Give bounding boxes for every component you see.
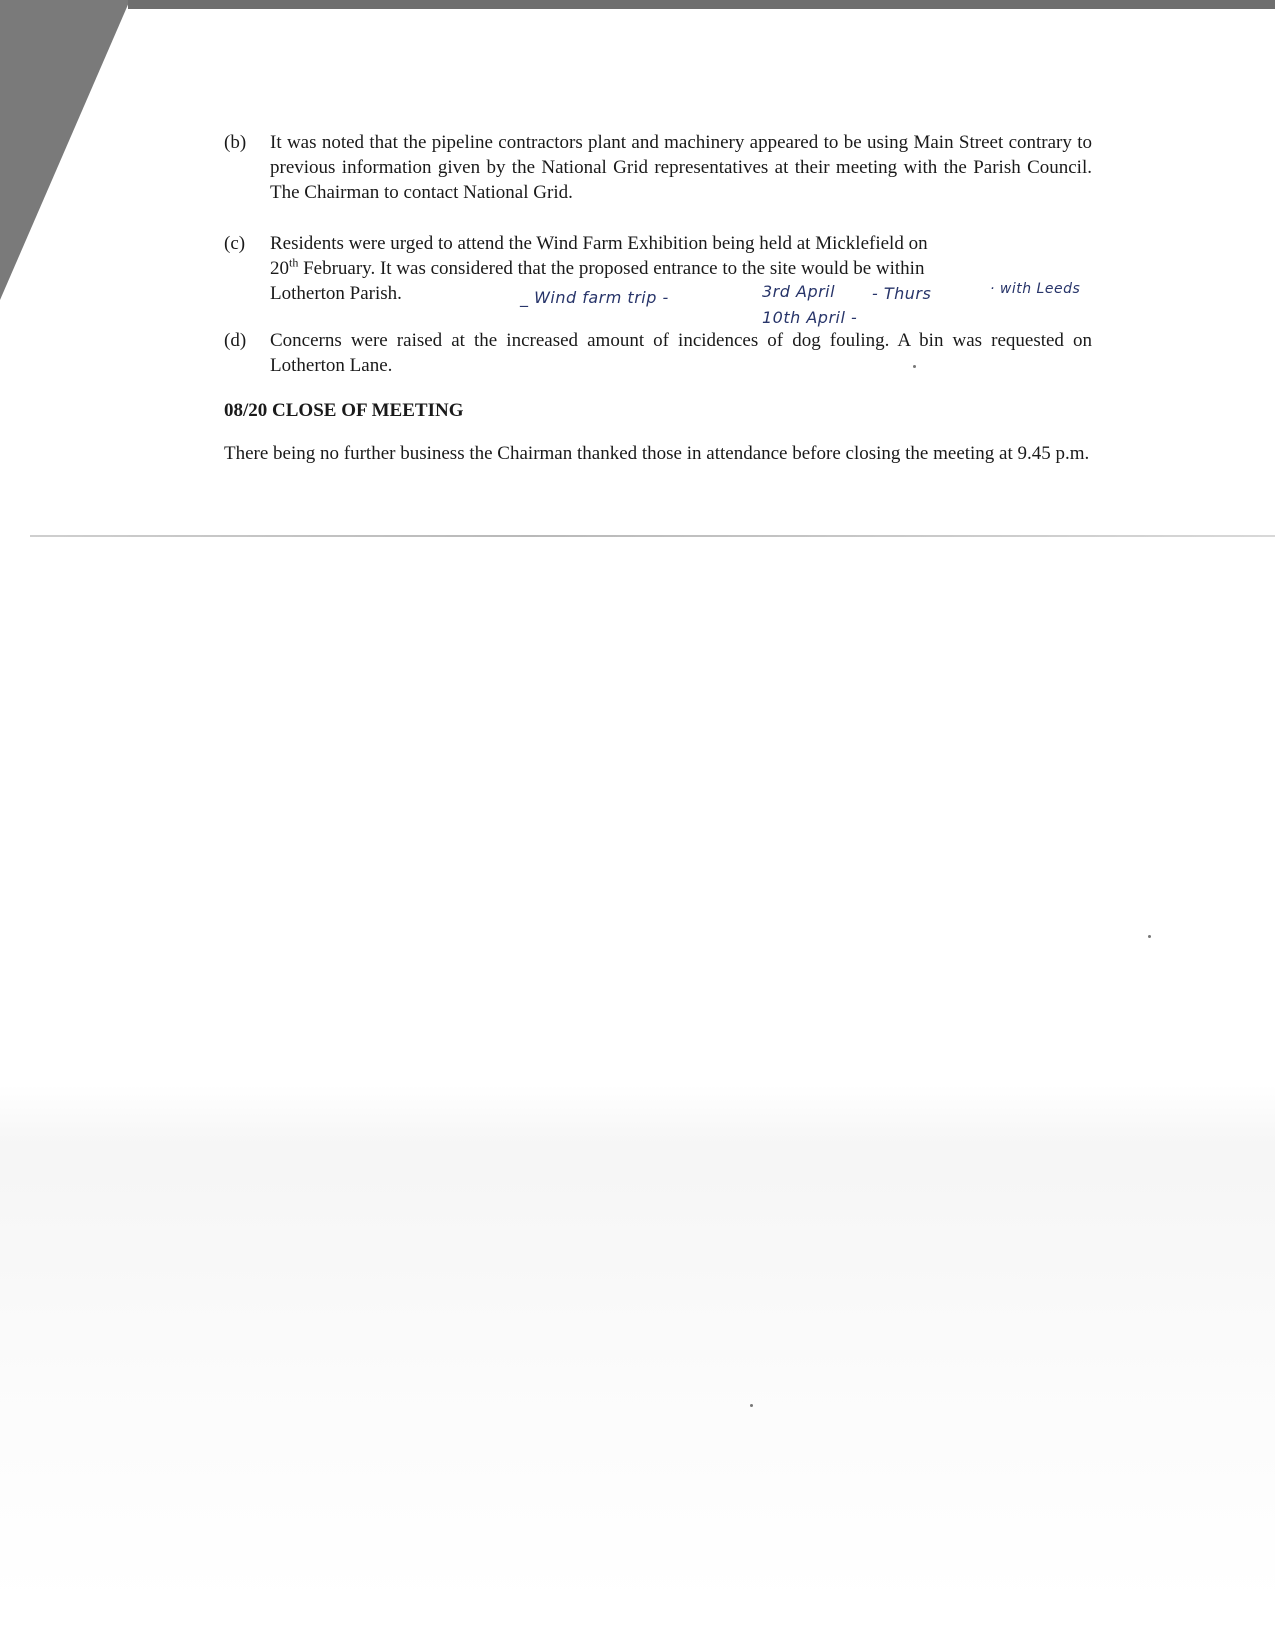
handwritten-note: - Thurs	[872, 284, 932, 303]
handwritten-note: 10th April -	[762, 308, 858, 327]
item-text-line-with-notes	[270, 281, 1092, 327]
fold-shadow	[0, 1085, 1275, 1605]
scan-speck	[913, 365, 916, 368]
section-heading: 08/20 CLOSE OF MEETING	[224, 400, 464, 421]
item-label: (d)	[224, 330, 247, 351]
item-text-line: Lotherton Parish.	[270, 283, 402, 304]
scan-speck	[1148, 935, 1151, 938]
item-b	[224, 130, 1092, 205]
item-text-line: Residents were urged to attend the Wind Farm Exhibition being held at Micklefield on	[270, 233, 928, 254]
scan-top-edge	[128, 0, 1275, 9]
item-c	[224, 231, 1092, 327]
section-paragraph: There being no further business the Chairman thanked those in attendance before closing the meeting at 9.45 p.m.	[224, 443, 1090, 464]
handwritten-note: _ Wind farm trip -	[520, 288, 669, 307]
item-d	[224, 328, 1092, 378]
item-label: (c)	[224, 233, 246, 254]
fold-line	[30, 535, 1275, 537]
item-text-line	[270, 256, 1092, 281]
handwritten-note: 3rd April	[762, 282, 836, 301]
item-text-rest: February. It was considered that the proposed entrance to the site would be within	[298, 258, 925, 279]
scan-speck	[750, 1404, 753, 1407]
folded-corner	[0, 0, 130, 300]
handwritten-note: · with Leeds	[990, 281, 1081, 297]
date-day: 20	[270, 258, 289, 279]
minutes-content	[224, 130, 1092, 466]
item-text: Concerns were raised at the increased amount of incidences of dog fouling. A bin was requested on Lotherton Lane.	[270, 330, 1092, 376]
date-suffix: th	[289, 255, 299, 270]
item-text: It was noted that the pipeline contractors plant and machinery appeared to be using Main Street contrary to previous information given by the National Grid representatives at their meeting with the Parish Council. The Chairman to contact National Grid.	[270, 132, 1092, 203]
item-label: (b)	[224, 132, 247, 153]
